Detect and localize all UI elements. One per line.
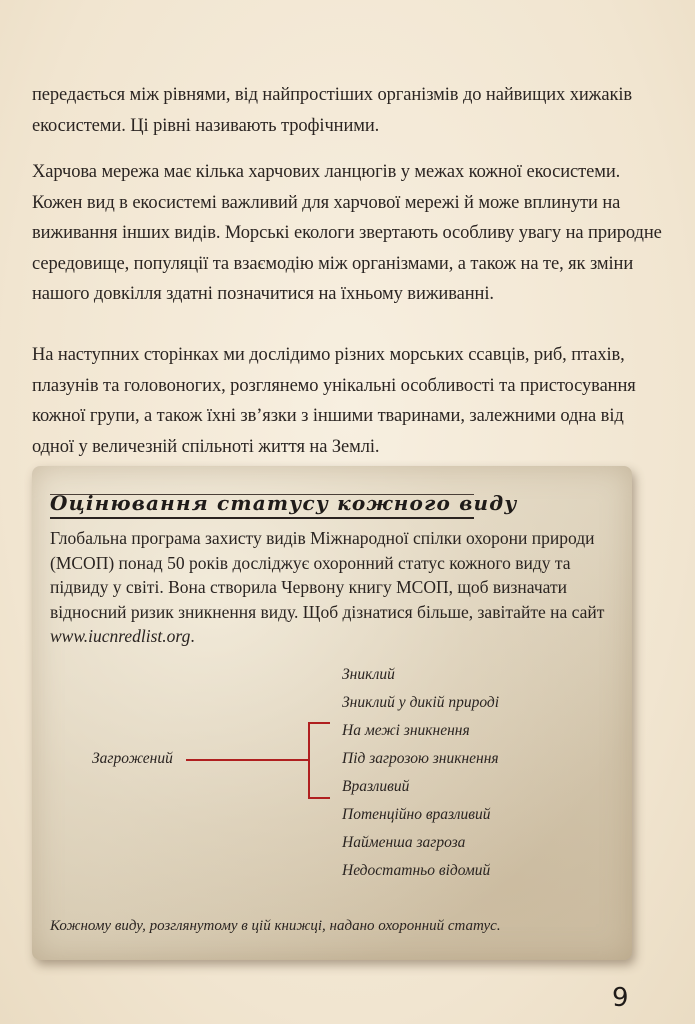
status-extinct: Зниклий: [342, 666, 395, 683]
next-pages-paragraph: На наступних сторінках ми дослідимо різних морських ссавців, риб, птахів, плазунів та головоногих, розглянемо унікальні особливості та пристосування кожної групи, а також їхні зв’язки з іншими тваринами, залежними одна від одної у величезній спільноті життя на Землі.: [32, 345, 636, 457]
card-body-period: .: [190, 626, 195, 646]
card-footer-note: Кожному виду, розглянутому в цій книжці, надано охоронний статус.: [50, 918, 501, 934]
page-number: 9: [612, 983, 629, 1013]
threatened-connector-line: [186, 759, 308, 761]
bracket-bottom-tick: [308, 797, 330, 799]
status-near-threatened: Потенційно вразливий: [342, 806, 491, 823]
status-vulnerable: Вразливий: [342, 778, 410, 795]
status-critically-endangered: На межі зникнення: [342, 722, 470, 739]
bracket-vertical-line: [308, 722, 310, 798]
iucn-url-link[interactable]: www.iucnredlist.org: [50, 626, 191, 646]
intro-paragraph-continued: передається між рівнями, від найпростіших організмів до найвищих хижаків екосистеми. Ці рівні називають трофічними.: [32, 85, 633, 136]
status-info-card: [32, 466, 632, 960]
card-title: Оцінювання статусу кожного виду: [50, 491, 518, 515]
food-web-paragraph: Харчова мережа має кілька харчових ланцюгів у межах кожної екосистеми. Кожен вид в екосистемі важливий для харчової мережі й може вплинути на виживання інших видів. Морські екологи звертають особливу увагу на природне середовище, популяції та взаємодію між організмами, а також на те, як зміни нашого довкілля здатні позначитися на їхньому виживанні.: [32, 162, 662, 304]
status-data-deficient: Недостатньо відомий: [342, 862, 491, 879]
status-endangered: Під загрозою зникнення: [342, 750, 499, 767]
card-body-main: Глобальна програма захисту видів Міжнародної спілки охорони природи (МСОП) понад 50 років досліджує охоронний статус кожного виду та підвиду у світі. Вона створила Червону книгу МСОП, щоб визначати відносний ризик зникнення виду. Щоб дізнатися більше, завітайте на сайт: [50, 528, 605, 622]
threatened-label: Загрожений: [92, 750, 173, 767]
bracket-top-tick: [308, 722, 330, 724]
status-least-concern: Найменша загроза: [342, 834, 466, 851]
conservation-status-diagram: [32, 466, 632, 960]
status-extinct-in-wild: Зниклий у дикій природі: [342, 694, 500, 711]
